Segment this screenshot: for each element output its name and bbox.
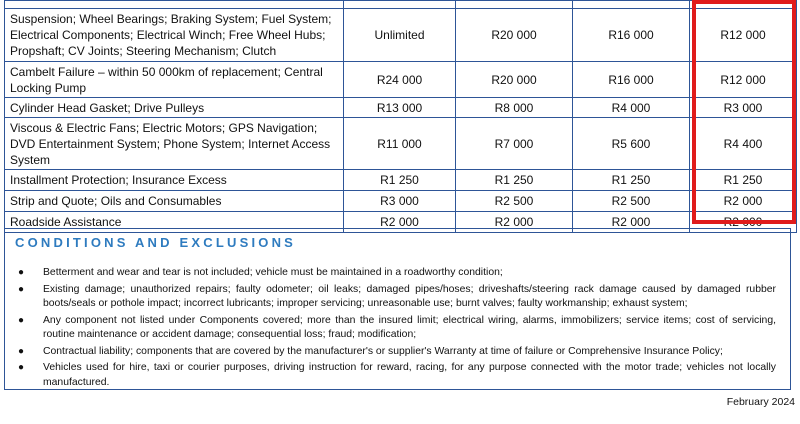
- table-row-cut-off: [5, 1, 797, 9]
- list-item: [5, 283, 788, 312]
- condition-text: Contractual liability; components that are covered by the manufacturer's or supplier's Warranty at time of failure or Comprehensive Insurance Policy;: [43, 345, 723, 357]
- component-description: Roadside Assistance: [5, 212, 344, 233]
- limit-cell: R1 250: [690, 170, 797, 191]
- table-row: [5, 98, 797, 118]
- limit-cell: R2 500: [573, 191, 690, 212]
- component-description: Strip and Quote; Oils and Consumables: [5, 191, 344, 212]
- component-description: Cylinder Head Gasket; Drive Pulleys: [5, 98, 344, 118]
- limit-cell: R2 000: [344, 212, 456, 233]
- limit-cell: R4 000: [573, 98, 690, 118]
- limit-cell: R7 000: [456, 118, 573, 170]
- list-item: [5, 345, 788, 360]
- condition-text: Any component not listed under Components covered; more than the insured limit; electrical wiring, alarms, immobilizers; service items; cost of servicing, routine maintenance or accident damage; consequential loss; fraud; modification;: [43, 314, 776, 340]
- limit-cell: R16 000: [573, 9, 690, 62]
- cover-limits-table: [4, 0, 797, 233]
- table-row: [5, 170, 797, 191]
- limit-cell: R12 000: [690, 62, 797, 98]
- cover-limits-table-wrap: [4, 0, 796, 233]
- limit-cell: Unlimited: [344, 9, 456, 62]
- table-row: [5, 62, 797, 98]
- list-item: [5, 266, 788, 281]
- limit-cell: R3 000: [690, 98, 797, 118]
- table-row: [5, 118, 797, 170]
- limit-cell: R1 250: [344, 170, 456, 191]
- limit-cell: R2 000: [573, 212, 690, 233]
- list-item: [5, 314, 788, 343]
- limit-cell: R2 000: [456, 212, 573, 233]
- limit-cell: R20 000: [456, 9, 573, 62]
- conditions-box: [4, 228, 791, 390]
- limit-cell: R1 250: [456, 170, 573, 191]
- bullet-icon: ●: [18, 362, 25, 373]
- bullet-icon: ●: [18, 267, 25, 278]
- limit-cell: R3 000: [344, 191, 456, 212]
- limit-cell: R8 000: [456, 98, 573, 118]
- bullet-icon: ●: [18, 345, 25, 357]
- table-row: [5, 191, 797, 212]
- component-description: Installment Protection; Insurance Excess: [5, 170, 344, 191]
- bullet-icon: ●: [18, 283, 25, 295]
- limit-cell: R1 250: [573, 170, 690, 191]
- limit-cell: R24 000: [344, 62, 456, 98]
- limit-cell: R2 500: [456, 191, 573, 212]
- conditions-title: CONDITIONS AND EXCLUSIONS: [15, 235, 297, 250]
- limit-cell: R11 000: [344, 118, 456, 170]
- limit-cell: R5 600: [573, 118, 690, 170]
- component-description: Cambelt Failure – within 50 000km of replacement; Central Locking Pump: [5, 62, 344, 98]
- list-item: [5, 361, 788, 390]
- table-row: [5, 9, 797, 62]
- conditions-list: [5, 266, 788, 392]
- limit-cell: R2 000: [690, 212, 797, 233]
- bullet-icon: ●: [18, 314, 25, 326]
- limit-cell: R16 000: [573, 62, 690, 98]
- component-description: Suspension; Wheel Bearings; Braking System; Fuel System; Electrical Components; Electrical Winch; Free Wheel Hubs; Propshaft; CV Joints; Steering Mechanism; Clutch: [5, 9, 344, 62]
- limit-cell: R13 000: [344, 98, 456, 118]
- limit-cell: R20 000: [456, 62, 573, 98]
- condition-text: Vehicles used for hire, taxi or courier purposes, driving instruction for reward, racing, for any purpose connected with the motor trade; vehicles not locally manufactured.: [43, 362, 776, 388]
- condition-text: Existing damage; unauthorized repairs; faulty odometer; oil leaks; damaged pipes/hoses; driveshafts/steering rack damage caused by damaged rubber boots/seals or pothole impact; incorrect lubricants; improper servicing; unreasonable use; burnt valves; faulty workmanship; exhaust system;: [43, 283, 776, 309]
- document-date: February 2024: [726, 396, 795, 408]
- component-description: Viscous & Electric Fans; Electric Motors; GPS Navigation; DVD Entertainment System; Phone System; Internet Access System: [5, 118, 344, 170]
- condition-text: Betterment and wear and tear is not included; vehicle must be maintained in a roadworthy condition;: [43, 267, 503, 278]
- limit-cell: R4 400: [690, 118, 797, 170]
- limit-cell: R12 000: [690, 9, 797, 62]
- limit-cell: R2 000: [690, 191, 797, 212]
